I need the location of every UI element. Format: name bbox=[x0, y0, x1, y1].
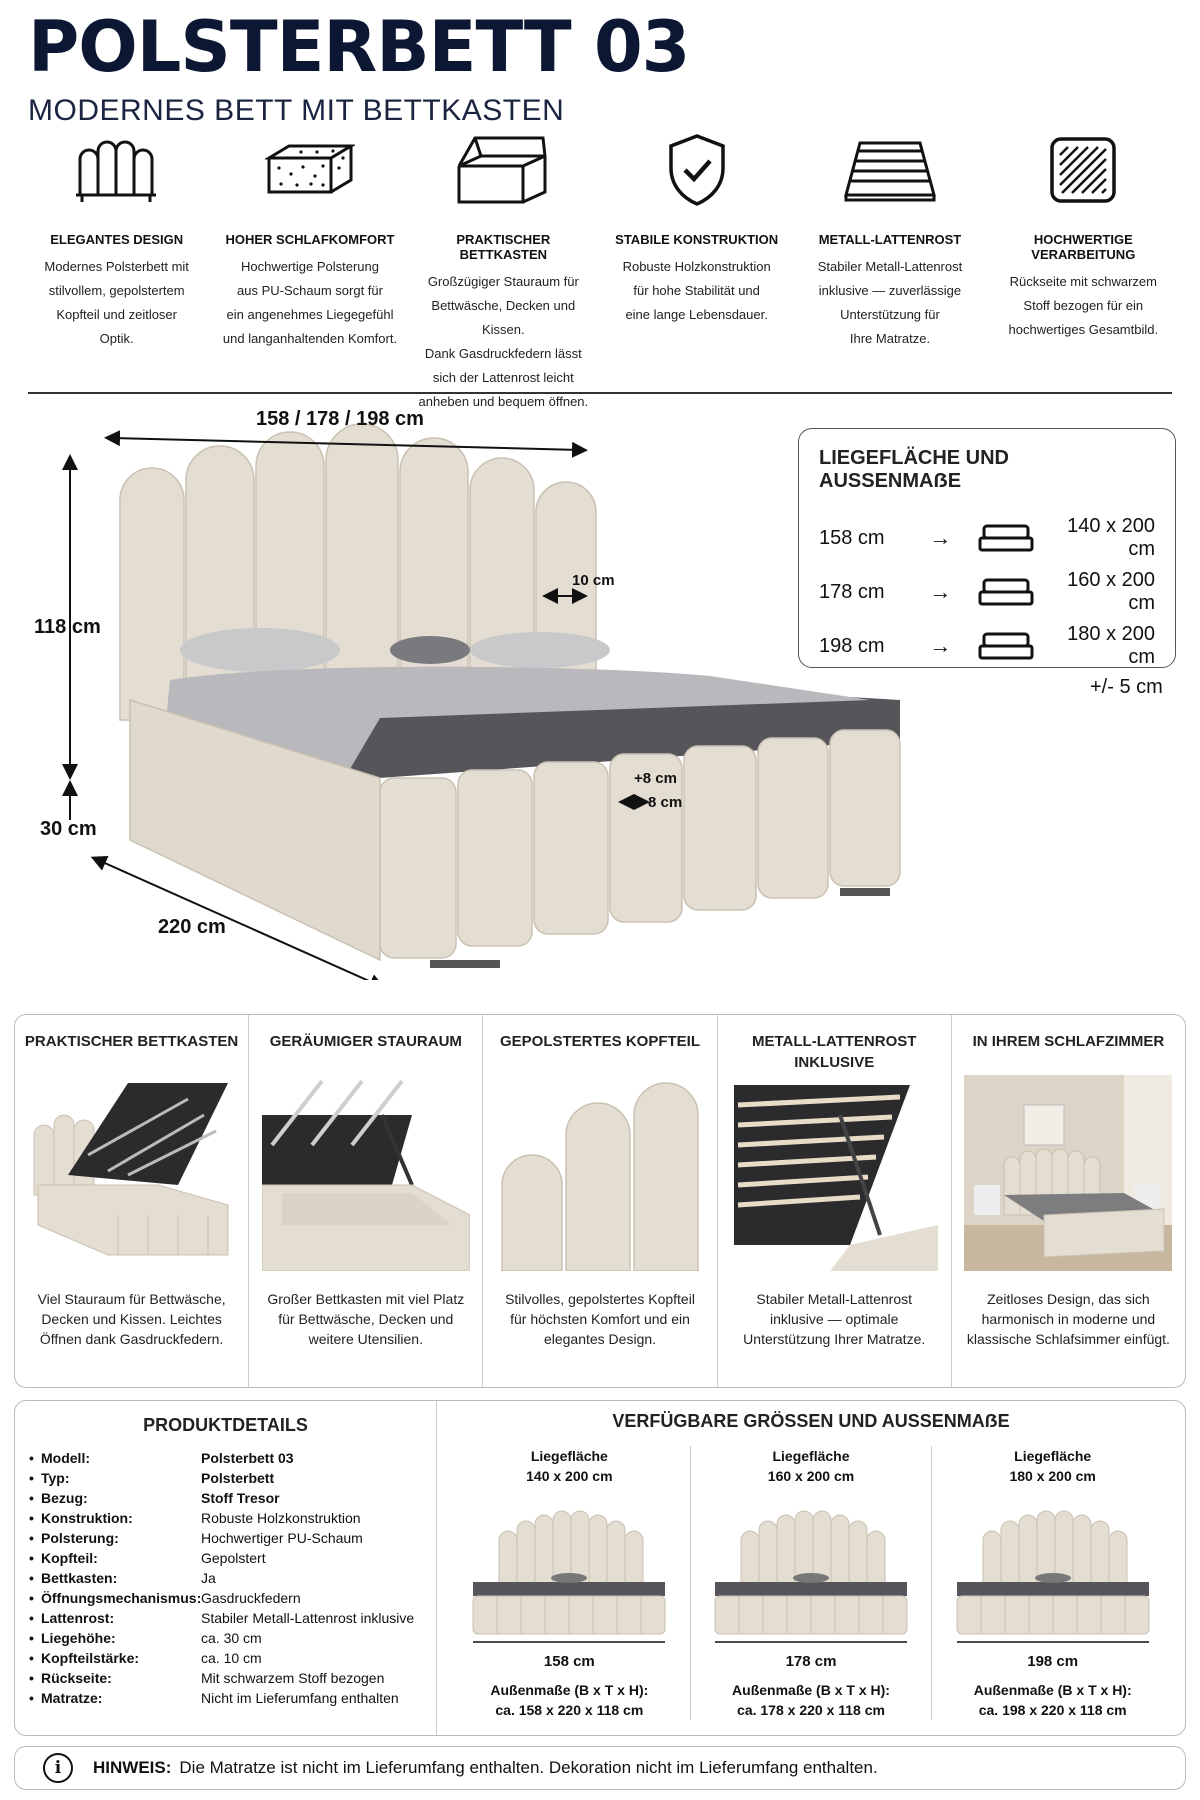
dim-length: 220 cm bbox=[158, 916, 226, 938]
page-subtitle: MODERNES BETT MIT BETTKASTEN bbox=[28, 94, 565, 127]
size-option: Liegefläche 180 x 200 cm 198 cm Außenmaße (B x T x H): ca. 198 x 220 x 118 cm bbox=[932, 1446, 1173, 1720]
spec-row: • Typ: Polsterbett bbox=[31, 1468, 420, 1488]
gallery-item bbox=[718, 1015, 952, 1387]
dim-width: 158 / 178 / 198 cm bbox=[256, 408, 424, 430]
hint-label: HINWEIS: bbox=[93, 1758, 172, 1777]
header bbox=[28, 6, 690, 128]
gallery-text: Viel Stauraum für Bettwäsche, Decken und Kissen. Leichtes Öffnen dank Gasdruckfedern. bbox=[37, 1291, 226, 1347]
feature-item bbox=[20, 130, 213, 380]
feature-text: Rückseite mit schwarzem Stoff bezogen für ein hochwertiges Gesamtbild. bbox=[1008, 274, 1159, 337]
feature-gallery bbox=[14, 1014, 1186, 1388]
dim-panel-depth: +8 cm bbox=[634, 770, 677, 787]
section-divider bbox=[28, 392, 1172, 394]
size-row: 198 cm → 180 x 200 cm bbox=[819, 623, 1155, 668]
bed-front-image bbox=[953, 1496, 1153, 1646]
gallery-title: GEPOLSTERTES KOPFTEIL bbox=[499, 1033, 701, 1050]
spec-row: • Lattenrost: Stabiler Metall-Lattenrost inklusive bbox=[31, 1608, 420, 1628]
feature-text: Großzügiger Stauraum für Bettwäsche, Decken und Kissen. Dank Gasdruckfedern lässt sich der Lattenrost leicht anheben und bequem öffnen. bbox=[418, 274, 589, 409]
bed-front-image bbox=[711, 1496, 911, 1646]
mattress-icon bbox=[978, 577, 1034, 607]
dim-panel-width: 8 cm bbox=[648, 794, 683, 811]
page-title: POLSTERBETT 03 bbox=[28, 6, 690, 88]
gallery-title: METALL-LATTENROST INKLUSIVE bbox=[752, 1033, 917, 1071]
spec-row: • Kopfteil: Gepolstert bbox=[31, 1548, 420, 1568]
storage-box-icon bbox=[453, 132, 553, 208]
specs-title: PRODUKTDETAILS bbox=[143, 1415, 308, 1435]
arrow-right-icon: → bbox=[929, 633, 952, 658]
details-section bbox=[14, 1400, 1186, 1736]
headboard-image bbox=[496, 1075, 704, 1271]
mattress-icon bbox=[978, 523, 1034, 553]
feature-title: ELEGANTES DESIGN bbox=[50, 232, 184, 247]
size-row: 158 cm → 140 x 200 cm bbox=[819, 515, 1155, 560]
gallery-title: PRAKTISCHER BETTKASTEN bbox=[24, 1033, 239, 1050]
slatted-frame-image bbox=[730, 1075, 938, 1271]
spec-row: • Polsterung: Hochwertiger PU-Schaum bbox=[31, 1528, 420, 1548]
feature-item bbox=[407, 130, 600, 409]
feature-text: Stabiler Metall-Lattenrost inklusive — zuverlässige Unterstützung für Ihre Matratze. bbox=[817, 259, 963, 346]
mattress-icon bbox=[978, 631, 1034, 661]
gallery-text: Stabiler Metall-Lattenrost inklusive — optimale Unterstützung Ihrer Matratze. bbox=[743, 1291, 926, 1347]
hint-bar bbox=[14, 1746, 1186, 1790]
shield-check-icon bbox=[665, 132, 729, 208]
product-specs bbox=[15, 1401, 437, 1735]
bed-storage-open-image bbox=[28, 1075, 236, 1271]
foam-icon bbox=[265, 140, 355, 200]
size-option: Liegefläche 140 x 200 cm 158 cm Außenmaße (B x T x H): ca. 158 x 220 x 118 cm bbox=[449, 1446, 691, 1720]
spec-row: • Öffnungsmechanismus: Gasdruckfedern bbox=[31, 1588, 420, 1608]
tolerance-note: +/- 5 cm bbox=[1090, 676, 1163, 698]
arrow-right-icon: → bbox=[929, 579, 952, 604]
spec-row: • Rückseite: Mit schwarzem Stoff bezogen bbox=[31, 1668, 420, 1688]
dim-headboard-depth: 10 cm bbox=[572, 572, 615, 589]
spec-row: • Bezug: Stoff Tresor bbox=[31, 1488, 420, 1508]
fabric-icon bbox=[1048, 135, 1118, 205]
spec-row: • Matratze: Nicht im Lieferumfang enthalten bbox=[31, 1688, 420, 1708]
feature-title: METALL-LATTENROST bbox=[818, 232, 962, 247]
feature-title: PRAKTISCHER BETTKASTEN bbox=[456, 232, 551, 262]
gallery-item bbox=[15, 1015, 249, 1387]
size-table bbox=[798, 428, 1176, 668]
gallery-item bbox=[952, 1015, 1185, 1387]
spec-row: • Bettkasten: Ja bbox=[31, 1568, 420, 1588]
size-option: Liegefläche 160 x 200 cm 178 cm Außenmaße (B x T x H): ca. 178 x 220 x 118 cm bbox=[691, 1446, 933, 1720]
feature-text: Hochwertige Polsterung aus PU-Schaum sorgt für ein angenehmes Liegegefühl und langanhaltenden Komfort. bbox=[222, 259, 398, 346]
feature-item bbox=[213, 130, 406, 380]
size-table-title: LIEGEFLÄCHE UND AUSSENMAẞE bbox=[819, 447, 1009, 492]
spec-row: • Modell: Polsterbett 03 bbox=[31, 1448, 420, 1468]
feature-list bbox=[20, 130, 1180, 409]
gallery-item bbox=[483, 1015, 717, 1387]
gallery-title: GERÄUMIGER STAURAUM bbox=[269, 1033, 462, 1050]
spec-row: • Kopfteilstärke: ca. 10 cm bbox=[31, 1648, 420, 1668]
feature-title: STABILE KONSTRUKTION bbox=[615, 232, 779, 247]
feature-title: HOCHWERTIGE VERARBEITUNG bbox=[1031, 232, 1136, 262]
size-row: 178 cm → 160 x 200 cm bbox=[819, 569, 1155, 614]
info-icon: i bbox=[43, 1753, 73, 1783]
feature-item bbox=[793, 130, 986, 380]
available-sizes-title: VERFÜGBARE GRÖSSEN UND AUSSENMAẞE bbox=[612, 1411, 1010, 1431]
arrow-right-icon: → bbox=[929, 525, 952, 550]
slatted-frame-icon bbox=[840, 137, 940, 203]
feature-text: Robuste Holzkonstruktion für hohe Stabilität und eine lange Lebensdauer. bbox=[622, 259, 771, 322]
spec-row: • Liegehöhe: ca. 30 cm bbox=[31, 1628, 420, 1648]
hint-text: Die Matratze ist nicht im Lieferumfang enthalten. Dekoration nicht im Lieferumfang enthalten. bbox=[179, 1758, 878, 1777]
bed-front-image bbox=[469, 1496, 669, 1646]
spec-row: • Konstruktion: Robuste Holzkonstruktion bbox=[31, 1508, 420, 1528]
gallery-text: Zeitloses Design, das sich harmonisch in moderne und klassische Schlafsimmer einfügt. bbox=[966, 1291, 1170, 1347]
dim-base-height: 30 cm bbox=[40, 818, 97, 840]
feature-title: HOHER SCHLAFKOMFORT bbox=[225, 232, 395, 247]
dim-height: 118 cm bbox=[34, 616, 101, 638]
available-sizes bbox=[437, 1401, 1185, 1735]
storage-space-image bbox=[262, 1075, 470, 1271]
feature-item bbox=[987, 130, 1180, 380]
gallery-text: Stilvolles, gepolstertes Kopfteil für höchsten Komfort und ein elegantes Design. bbox=[505, 1291, 695, 1347]
gallery-title: IN IHREM SCHLAFZIMMER bbox=[972, 1033, 1165, 1050]
bedroom-scene-image bbox=[964, 1075, 1172, 1271]
gallery-item bbox=[249, 1015, 483, 1387]
feature-text: Modernes Polsterbett mit stilvollem, gepolstertem Kopfteil und zeitloser Optik. bbox=[44, 259, 189, 346]
headboard-icon bbox=[72, 135, 162, 205]
feature-item bbox=[600, 130, 793, 380]
gallery-text: Großer Bettkasten mit viel Platz für Bettwäsche, Decken und weitere Utensilien. bbox=[267, 1291, 465, 1347]
